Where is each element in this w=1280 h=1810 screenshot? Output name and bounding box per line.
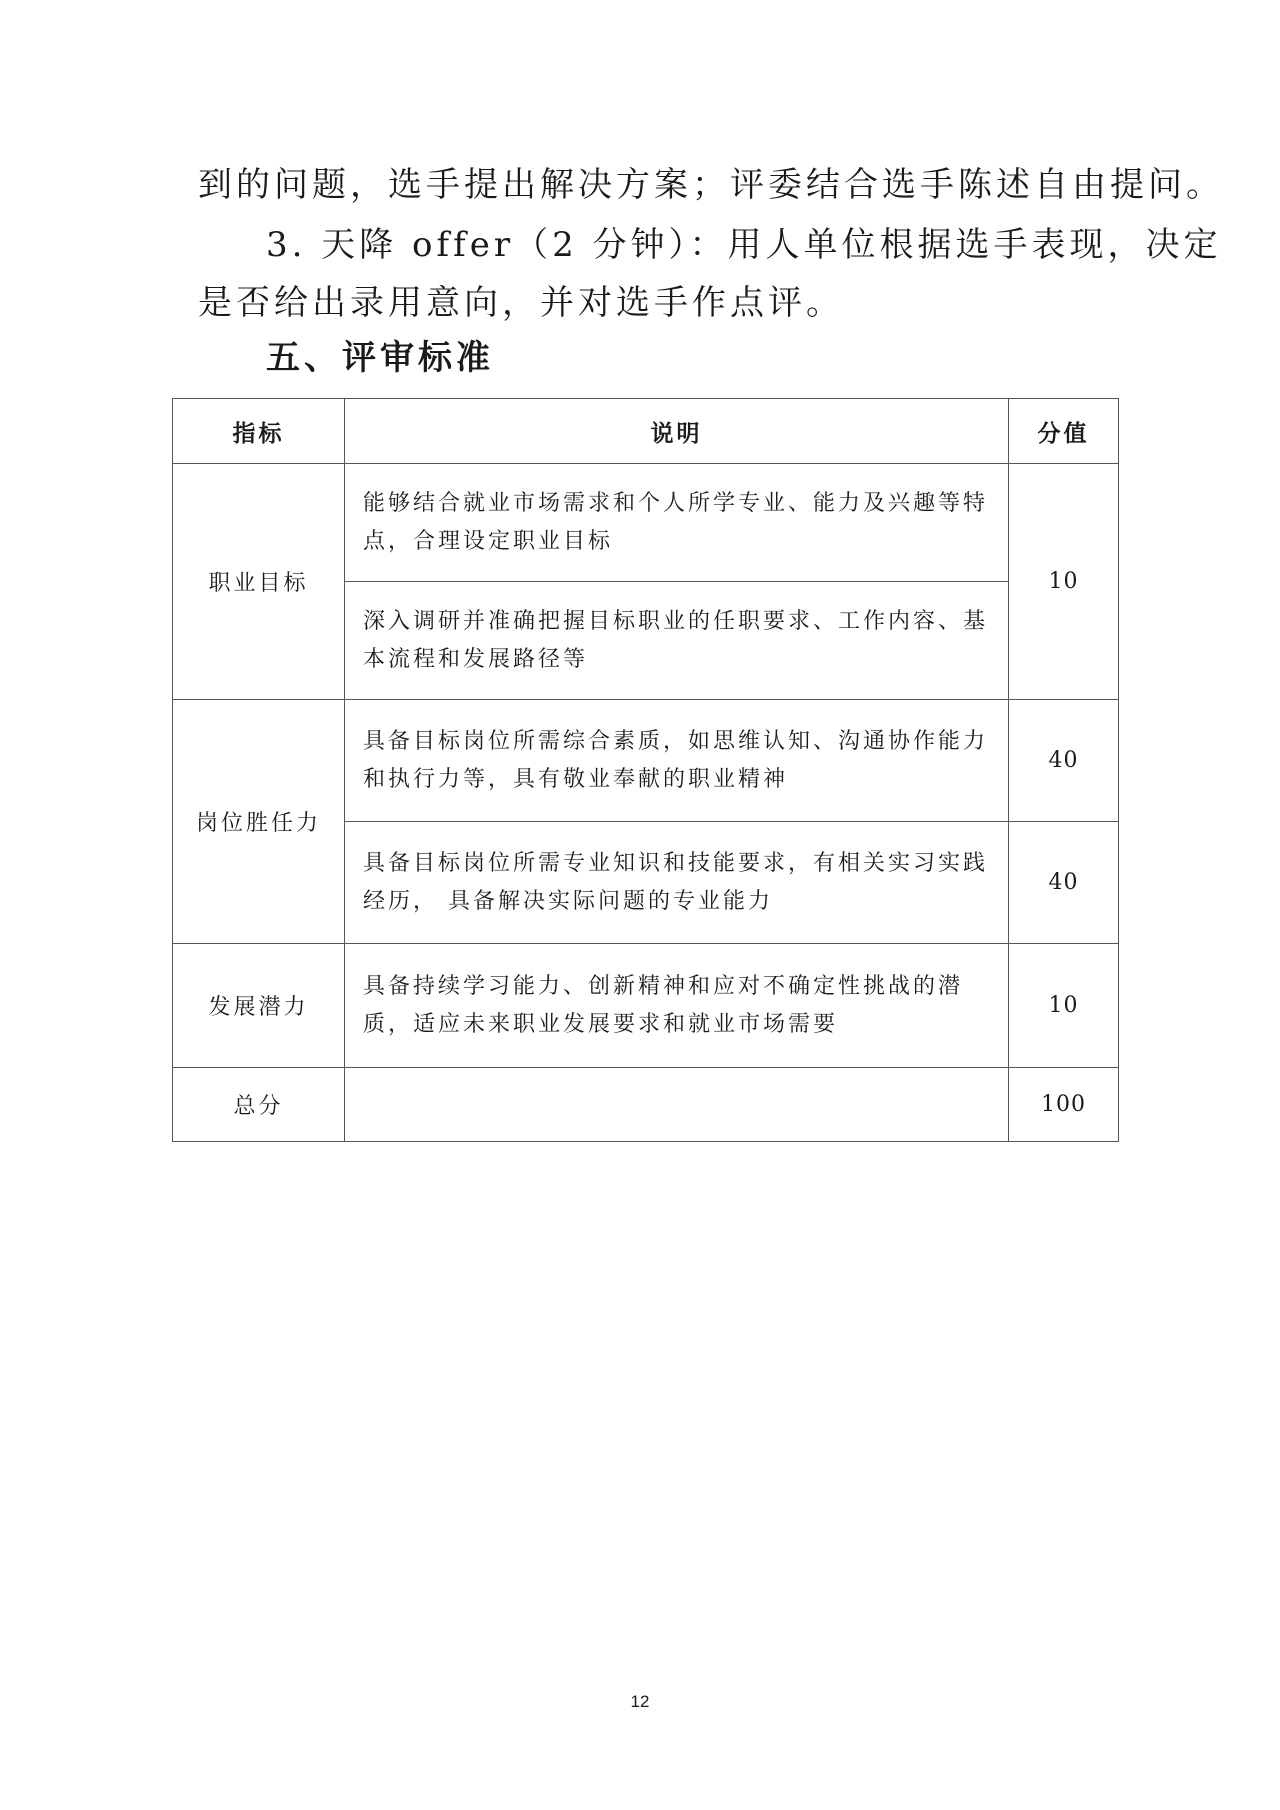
score-cell: 10 [1009, 464, 1119, 700]
header-score: 分值 [1009, 399, 1119, 464]
table-row [173, 944, 1119, 1068]
indicator-career-goal: 职业目标 [173, 464, 345, 700]
description-cell [345, 1068, 1009, 1142]
score-cell: 10 [1009, 944, 1119, 1068]
header-description: 说明 [345, 399, 1009, 464]
table-header-row [173, 399, 1119, 464]
score-cell: 40 [1009, 822, 1119, 944]
description-cell: 具备目标岗位所需专业知识和技能要求，有相关实习实践经历， 具备解决实际问题的专业能力 [345, 822, 1009, 944]
indicator-development-potential: 发展潜力 [173, 944, 345, 1068]
indicator-job-competency: 岗位胜任力 [173, 700, 345, 944]
table-row [173, 1068, 1119, 1142]
indicator-total: 总分 [173, 1068, 345, 1142]
page-number: 12 [630, 1692, 650, 1711]
table-row [173, 464, 1119, 582]
description-cell: 深入调研并准确把握目标职业的任职要求、工作内容、基本流程和发展路径等 [345, 582, 1009, 700]
description-cell: 具备持续学习能力、创新精神和应对不确定性挑战的潜质，适应未来职业发展要求和就业市场需要 [345, 944, 1009, 1068]
paragraph-line-1: 到的问题，选手提出解决方案；评委结合选手陈述自由提问。 [198, 165, 1224, 205]
description-cell: 能够结合就业市场需求和个人所学专业、能力及兴趣等特点，合理设定职业目标 [345, 464, 1009, 582]
score-cell: 40 [1009, 700, 1119, 822]
evaluation-criteria-table [172, 398, 1119, 1142]
table-row [173, 700, 1119, 822]
paragraph-line-2: 3. 天降 offer（2 分钟）：用人单位根据选手表现，决定 [266, 225, 1222, 265]
score-cell: 100 [1009, 1068, 1119, 1142]
section-heading: 五、评审标准 [266, 338, 494, 378]
paragraph-line-3: 是否给出录用意向，并对选手作点评。 [198, 283, 844, 323]
header-indicator: 指标 [173, 399, 345, 464]
description-cell: 具备目标岗位所需综合素质，如思维认知、沟通协作能力和执行力等，具有敬业奉献的职业精神 [345, 700, 1009, 822]
